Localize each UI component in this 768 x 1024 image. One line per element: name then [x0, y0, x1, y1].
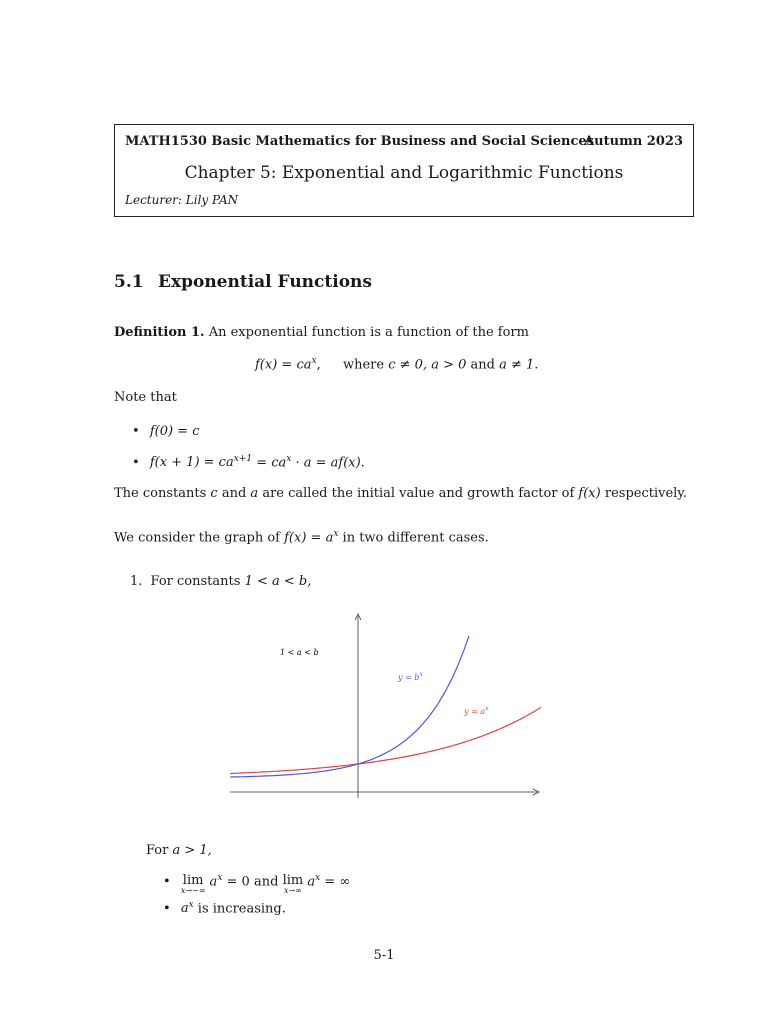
limit-2 [283, 873, 304, 895]
bullet-2-text-c: · a = af(x). [291, 455, 365, 471]
term-label: Autumn 2023 [584, 134, 683, 149]
increasing-sup: x [188, 900, 194, 910]
constants-and: and [221, 486, 247, 501]
lim-text-2: lim [282, 873, 304, 888]
increasing-text: is increasing. [197, 901, 286, 917]
constants-paragraph [114, 486, 687, 501]
limit-1-sup: x [217, 873, 223, 883]
for-a-text: For [146, 843, 169, 858]
limit-2-base: a [307, 874, 316, 890]
bullet-2-text-b: = ca [252, 455, 287, 471]
curve-b-to-x [230, 636, 469, 777]
note-bullet-2 [132, 454, 365, 470]
lim-text-1: lim [182, 873, 204, 888]
course-title: MATH1530 Basic Mathematics for Business and Social Sciences [125, 134, 594, 149]
case-1-number: 1. [130, 574, 143, 589]
for-a-line [146, 843, 212, 858]
constants-mid: are called the initial value and growth factor of [262, 486, 575, 501]
section-heading [114, 272, 372, 292]
curve-a-to-x [230, 707, 541, 773]
limit-2-value: = ∞ [320, 874, 351, 890]
case-1-text: For constants [150, 574, 241, 589]
cases-pre: We consider the graph of [114, 530, 280, 546]
limit-1 [181, 873, 206, 895]
limits-bullet [163, 873, 350, 895]
limit-1-value: = 0 [222, 874, 250, 890]
bullet-1-text: f(0) = c [149, 424, 200, 439]
increasing-bullet [163, 900, 286, 916]
limits-and: and [253, 874, 279, 890]
formula-main: f(x) = ca [255, 357, 312, 373]
definition-paragraph [114, 325, 529, 340]
cases-sup: x [333, 529, 339, 539]
constants-pre: The constants [114, 486, 207, 501]
formula-comma: , [316, 357, 321, 373]
formula-exponent: x [311, 356, 317, 366]
graph-condition-label: 1 < a < b [280, 648, 319, 657]
limit-1-base: a [209, 874, 218, 890]
case-1 [130, 574, 311, 589]
lim-sub-1: x→−∞ [180, 886, 206, 895]
bullet-2-sup-2: x [286, 454, 292, 464]
page-number: 5-1 [373, 948, 395, 963]
note-intro: Note that [114, 390, 177, 405]
cases-formula: f(x) = a [284, 530, 334, 546]
definition-text: An exponential function is a function of the form [208, 325, 529, 340]
limit-2-sup: x [315, 873, 321, 883]
for-a-condition: a > 1, [172, 843, 212, 858]
and-label: and [470, 357, 495, 373]
bullet-dot: • [132, 424, 140, 439]
cases-paragraph [114, 529, 489, 545]
where-label: where [342, 357, 385, 373]
section-title: Exponential Functions [158, 272, 372, 292]
constants-fx: f(x) [578, 486, 601, 501]
bullet-dot: • [132, 455, 140, 471]
exponential-graph [225, 612, 545, 802]
section-number: 5.1 [114, 272, 144, 292]
curve-b-label: $y = b^x$ [398, 671, 423, 682]
constant-c: c [210, 486, 218, 501]
definition-label: Definition 1. [114, 325, 205, 340]
lecture-header-box [114, 124, 694, 217]
definition-formula [255, 356, 538, 372]
increasing-base: a [180, 901, 189, 917]
bullet-2-sup-1: x+1 [233, 454, 253, 464]
lecturer-name: Lecturer: Lily PAN [125, 193, 239, 207]
bullet-2-text-a: f(x + 1) = ca [149, 455, 234, 471]
lim-sub-2: x→∞ [283, 886, 302, 895]
note-bullet-1 [132, 424, 199, 439]
bullet-dot: • [163, 874, 171, 890]
bullet-dot: • [163, 901, 171, 917]
case-1-condition: 1 < a < b, [244, 574, 312, 589]
condition-2: a ≠ 1. [499, 357, 539, 373]
condition-1: c ≠ 0, a > 0 [388, 357, 467, 373]
curve-a-label: $y = a^x$ [464, 705, 489, 716]
constant-a: a [250, 486, 259, 501]
chapter-title: Chapter 5: Exponential and Logarithmic Functions [184, 163, 624, 183]
cases-post: in two different cases. [342, 530, 489, 546]
constants-post: respectively. [604, 486, 688, 501]
